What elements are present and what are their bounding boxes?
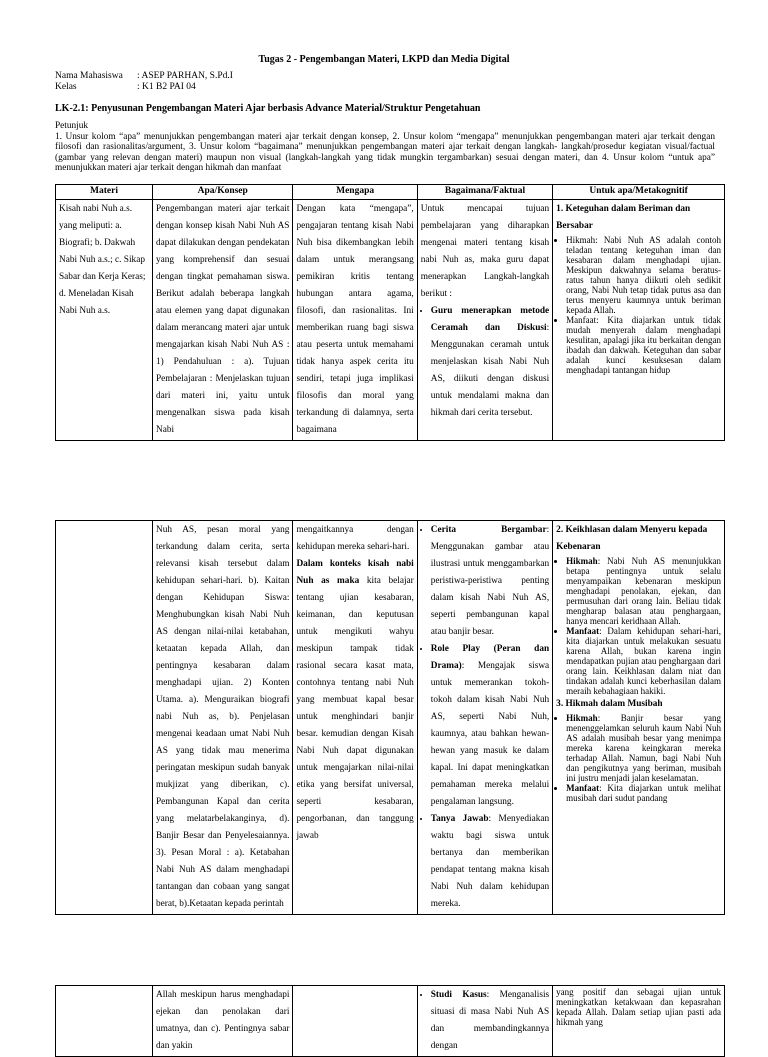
bagaimana-cell [417, 986, 552, 1057]
bagaimana-list [421, 303, 549, 422]
untuk-apa-cell: 2. Keikhlasan dalam Menyeru kepada Kebenaran • Hikmah: Nabi Nuh AS menunjukkan betapa pentingnya untuk selalu menyampaikan kebenaran meskipun menghadapi penolakan, ejekan, dan permusuhan dari orang lain. Beliau tidak mengharap balasan atau penghargaan, hanya mencari keridhaan Allah. • Manfaat: Dalam kehidupan sehari-hari, kita diajarkan untuk melakukan sesuatu karena Allah, bukan karena ingin mendapatkan pujian atau penghargaan dari orang lain. Keikhlasan dalam niat dan tindakan adalah kunci keberhasilan dalam meraih kebahagiaan hakiki. 3. Hikmah dalam Musibah • Hikmah: Banjir besar yang menenggelamkan seluruh kaum Nabi Nuh AS adalah musibah besar yang menimpa mereka karena keingkaran mereka terhadap Allah. Namun, bagi Nabi Nuh dan pengikutnya yang beriman, musibah ini justru menjadi jalan keselamatan. • Manfaat: Kita diajarkan untuk melihat musibah dari sudut pandang [553, 521, 725, 915]
table-header-row [56, 185, 725, 200]
list-item: • Hikmah: Nabi Nuh AS menunjukkan betapa pentingnya untuk selalu menyampaikan kebenaran meskipun menghadapi penolakan, ejekan, dan permusuhan dari orang lain. Beliau tidak mengharap balasan atau penghargaan, hanya mencari keridhaan Allah. [566, 556, 721, 626]
list-item: • Hikmah: Banjir besar yang menenggelamkan seluruh kaum Nabi Nuh AS adalah musibah besar yang menimpa mereka karena keingkaran mereka terhadap Allah. Namun, bagi Nabi Nuh dan pengikutnya yang beriman, musibah ini justru menjadi jalan keselamatan. [566, 713, 721, 783]
instructions [55, 121, 715, 174]
list-item: • Manfaat: Kita diajarkan untuk tidak mudah menyerah dalam menghadapi kesulitan, apalagi jika itu berkaitan dengan ibadah dan dakwah. Keteguhan dan sabar adalah kunci kesuksesan dalam menghadapi tantangan hidup [566, 315, 721, 375]
untuk-apa-cell: 1. Keteguhan dalam Beriman dan Bersabar • Hikmah: Nabi Nuh AS adalah contoh teladan tentang keteguhan iman dan kesabaran dalam menghadapi ujian. Meskipun dakwahnya selama beratus-ratus tahun hanya diikuti oleh sedikit orang, Nabi Nuh tetap tidak putus asa dan terus menyeru kaumnya untuk beriman kepada Allah. • Manfaat: Kita diajarkan untuk tidak mudah menyerah dalam menghadapi kesulitan, apalagi jika itu berkaitan dengan ibadah dan dakwah. Keteguhan dan sabar adalah kunci kesuksesan dalam menghadapi tantangan hidup [553, 200, 725, 441]
student-name-label: Nama Mahasiswa [55, 71, 123, 81]
page-title: Tugas 2 - Pengembangan Materi, LKPD dan Media Digital [258, 54, 510, 65]
material-table-part1 [55, 184, 725, 441]
bagaimana-list [421, 522, 549, 913]
mengapa-cell: mengaitkannya dengan kehidupan mereka sehari-hari. Dalam konteks kisah nabi Nuh as maka kita belajar tentang ujian kesabaran, keimanan, dan keputusan untuk mengikuti wahyu meskipun tampak tidak rasional secara kasat mata, contohnya tentang nabi Nuh yang membuat kapal besar untuk menghindari banjir besar. kemudian dengan Kisah Nabi Nuh dapat digunakan untuk mengajarkan nilai-nilai etika yang bersifat universal, seperti kesabaran, pengorbanan, dan tanggung jawab [293, 521, 417, 915]
mengapa-cell: Dengan kata “mengapa”, pengajaran tentang kisah Nabi Nuh bisa dikembangkan lebih dalam untuk merangsang pemikiran kritis tentang hubungan antara agama, filosofi, dan rasionalitas. Ini memberikan ruang bagi siswa atau peserta untuk memahami tidak hanya aspek cerita itu sendiri, tetapi juga implikasi filosofis dan moral yang terkandung di dalamnya, serta bagaimana [293, 200, 417, 441]
bagaimana-list [421, 987, 549, 1055]
instructions-label: Petunjuk [55, 121, 89, 131]
apa-cell: Allah meskipun harus menghadapi ejekan dan penolakan dari umatnya, dan c). Pentingnya sabar dan yakin [153, 986, 293, 1057]
untuk-apa-cell: yang positif dan sebagai ujian untuk meningkatkan ketakwaan dan kepasrahan kepada Allah. Dalam setiap ujian pasti ada hikmah yang [553, 986, 725, 1057]
list-item: • Role Play (Peran dan Drama): Mengajak siswa untuk memerankan tokoh-tokoh dalam kisah Nabi Nuh AS, seperti Nabi Nuh, kaumnya, atau bahkan hewan-hewan yang masuk ke dalam kapal. Ini dapat meningkatkan pemahaman mereka melalui pengalaman langsung. [431, 641, 549, 811]
apa-cell: Pengembangan materi ajar terkait dengan konsep kisah Nabi Nuh AS dapat dilakukan dengan pendekatan yang komprehensif dan sesuai dengan tingkat pemahaman siswa. Berikut adalah beberapa langkah atau elemen yang dapat digunakan dalam merancang materi ajar untuk mengajarkan kisah Nabi Nuh AS : 1) Pendahuluan : a). Tujuan Pembelajaran : Menjelaskan tujuan dari materi ini, yaitu untuk mengenalkan siswa pada kisah Nabi [153, 200, 293, 441]
material-table-part2 [55, 520, 725, 915]
list-item: • Hikmah: Nabi Nuh AS adalah contoh teladan tentang keteguhan iman dan kesabaran dalam menghadapi ujian. Meskipun dakwahnya selama beratus-ratus tahun hanya diikuti oleh sedikit orang, Nabi Nuh tetap tidak putus asa dan terus menyeru kaumnya untuk beriman kepada Allah. [566, 235, 721, 315]
materi-cell [56, 521, 153, 915]
materi-cell: Kisah nabi Nuh a.s. yang meliputi: a. Biografi; b. Dakwah Nabi Nuh a.s.; c. Sikap Sabar dan Kerja Keras; d. Meneladan Kisah Nabi Nuh a.s. [56, 200, 153, 441]
class-value: : K1 B2 PAI 04 [137, 82, 196, 92]
list-item: • Tanya Jawab: Menyediakan waktu bagi siswa untuk bertanya dan memberikan pendapat tentang makna kisah Nabi Nuh dalam kehidupan mereka. [431, 811, 549, 913]
header-mengapa: Mengapa [293, 185, 417, 200]
class-row [55, 82, 196, 92]
list-item: • Manfaat: Kita diajarkan untuk melihat musibah dari sudut pandang [566, 783, 721, 803]
header-bagaimana: Bagaimana/Faktual [417, 185, 552, 200]
header-materi: Materi [56, 185, 153, 200]
worksheet-heading: LK-2.1: Penyusunan Pengembangan Materi Ajar berbasis Advance Material/Struktur Pengetahuan [55, 103, 481, 114]
table-row [56, 521, 725, 915]
mengapa-cell [293, 986, 417, 1057]
materi-cell [56, 986, 153, 1057]
apa-cell: Nuh AS, pesan moral yang terkandung dalam cerita, serta relevansi kisah tersebut dalam kehidupan sehari-hari. b). Kaitan dengan Kehidupan Siswa: Menghubungkan kisah Nabi Nuh AS dengan nilai-nilai ketabahan, ketaatan kepada Allah, dan pentingnya kesabaran dalam menghadapi ujian. 2) Konten Utama. a). Menguraikan biografi nabi Nuh as, b). Penjelasan mengenai keadaan umat Nabi Nuh AS yang tidak mau menerima peringatan meskipun sudah banyak mukjizat yang diberikan, c). Pembangunan Kapal dan cerita yang melatarbelakanginya, d). Banjir Besar dan Penyelesaiannya. 3). Pesan Moral : a). Ketabahan Nabi Nuh AS dalam menghadapi tantangan dan cobaan yang sangat berat, b).Ketaatan kepada perintah [153, 521, 293, 915]
header-untuk-apa: Untuk apa/Metakognitif [553, 185, 725, 200]
list-item: • Manfaat: Dalam kehidupan sehari-hari, kita diajarkan untuk melakukan sesuatu karena Allah, bukan karena ingin mendapatkan pujian atau penghargaan dari orang lain. Keikhlasan dalam niat dan tindakan adalah kunci keberhasilan dalam meraih kebahagiaan hakiki. [566, 626, 721, 696]
bagaimana-cell [417, 521, 552, 915]
student-name-row [55, 71, 233, 81]
table-row [56, 986, 725, 1057]
bagaimana-cell: Untuk mencapai tujuan pembelajaran yang diharapkan mengenai materi tentang kisah nabi Nuh as, maka guru dapat menerapkan Langkah-langkah berikut : • Guru menerapkan metode Ceramah dan Diskusi: Menggunakan ceramah untuk menjelaskan kisah Nabi Nuh AS, diikuti dengan diskusi untuk mendalami makna dan hikmah dari cerita tersebut. [417, 200, 552, 441]
class-label: Kelas [55, 82, 77, 92]
list-item: • Cerita Bergambar: Menggunakan gambar atau ilustrasi untuk menggambarkan peristiwa-peristiwa penting dalam kisah Nabi Nuh AS, seperti pembangunan kapal atau banjir besar. [431, 522, 549, 641]
header-apa: Apa/Konsep [153, 185, 293, 200]
material-table-part3 [55, 985, 725, 1057]
list-item: • Studi Kasus: Menganalisis situasi di masa Nabi Nuh AS dan membandingkannya dengan [431, 987, 549, 1055]
student-name-value: : ASEP PARHAN, S.Pd.I [137, 71, 233, 81]
untuk-apa-list [556, 713, 721, 803]
table-row [56, 200, 725, 441]
untuk-apa-list [556, 556, 721, 696]
list-item: • Guru menerapkan metode Ceramah dan Diskusi: Menggunakan ceramah untuk menjelaskan kisah Nabi Nuh AS, diikuti dengan diskusi untuk mendalami makna dan hikmah dari cerita tersebut. [431, 303, 549, 422]
instructions-text: 1. Unsur kolom “apa” menunjukkan pengembangan materi ajar terkait dengan konsep, 2. Unsur kolom “mengapa” menunjukkan pengembangan materi ajar terkait dengan filosofi dan rasionalitas/argument, 3. Unsur kolom “bagaimana” menunjukkan pengembangan materi ajar terkait dengan langkah- langkah/prosedur kegiatan visual/factual (gambar yang relevan dengan materi) maupun non visual (langkah-langkah yang tidak mungkin tergambarkan) sesuai dengan materi, dan 4. Unsur kolom “untuk apa” menunjukkan materi ajar terkait dengan hikmah dan manfaat [55, 131, 715, 174]
untuk-apa-list [556, 235, 721, 375]
